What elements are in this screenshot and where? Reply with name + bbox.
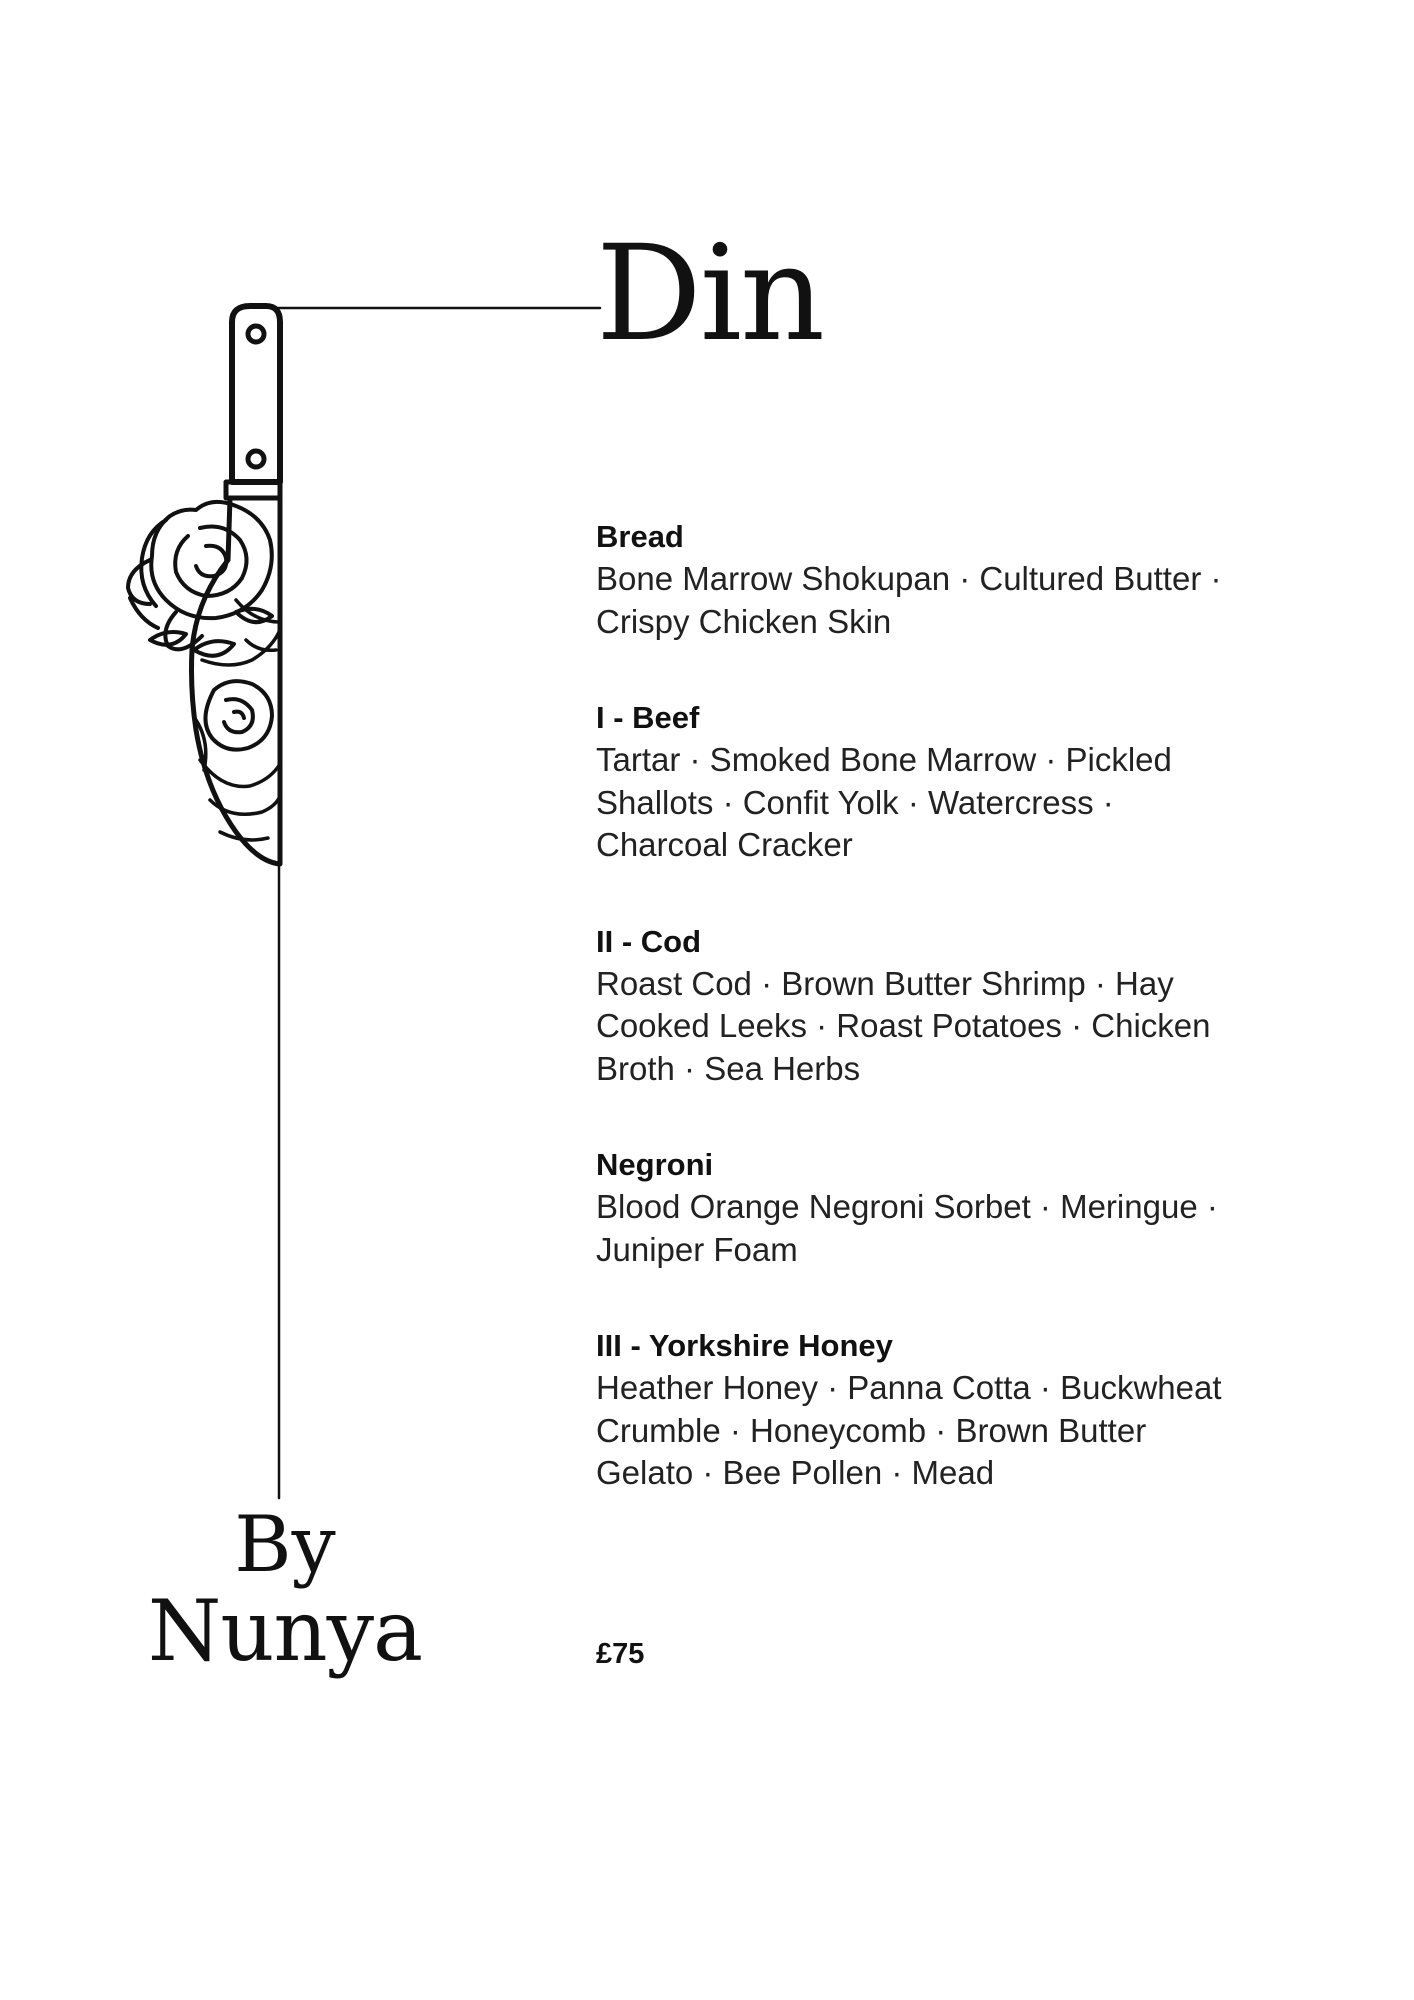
course-description: Bone Marrow Shokupan · Cultured Butter · Crispy Chicken Skin	[596, 560, 1222, 640]
course-title: I - Beef	[596, 700, 700, 735]
course-description: Blood Orange Negroni Sorbet · Meringue · Juniper Foam	[596, 1188, 1218, 1268]
byline-by: By	[234, 1500, 336, 1590]
course-title: II - Cod	[596, 923, 702, 959]
menu-price: £75	[596, 1638, 645, 1670]
course-title: Bread	[596, 519, 684, 554]
course-negroni	[596, 1144, 1236, 1271]
course-title: Negroni	[596, 1147, 714, 1182]
course-yorkshire-honey	[596, 1325, 1236, 1495]
course-description: Tartar · Smoked Bone Marrow · Pickled Shallots · Confit Yolk · Watercress · Charcoal Cracker	[596, 741, 1172, 863]
course-bread	[596, 516, 1236, 643]
course-cod	[596, 921, 1236, 1091]
menu-title: Din	[596, 217, 824, 371]
course-description: Heather Honey · Panna Cotta · Buckwheat Crumble · Honeycomb · Brown Butter Gelato · Bee Pollen · Mead	[596, 1369, 1222, 1491]
byline	[140, 1500, 430, 1680]
byline-name: Nunya	[147, 1581, 423, 1680]
course-list	[596, 516, 1236, 1549]
course-description: Roast Cod · Brown Butter Shrimp · Hay Cooked Leeks · Roast Potatoes · Chicken Broth · Sea Herbs	[596, 964, 1211, 1087]
course-title: III - Yorkshire Honey	[596, 1328, 893, 1363]
course-beef	[596, 697, 1236, 867]
